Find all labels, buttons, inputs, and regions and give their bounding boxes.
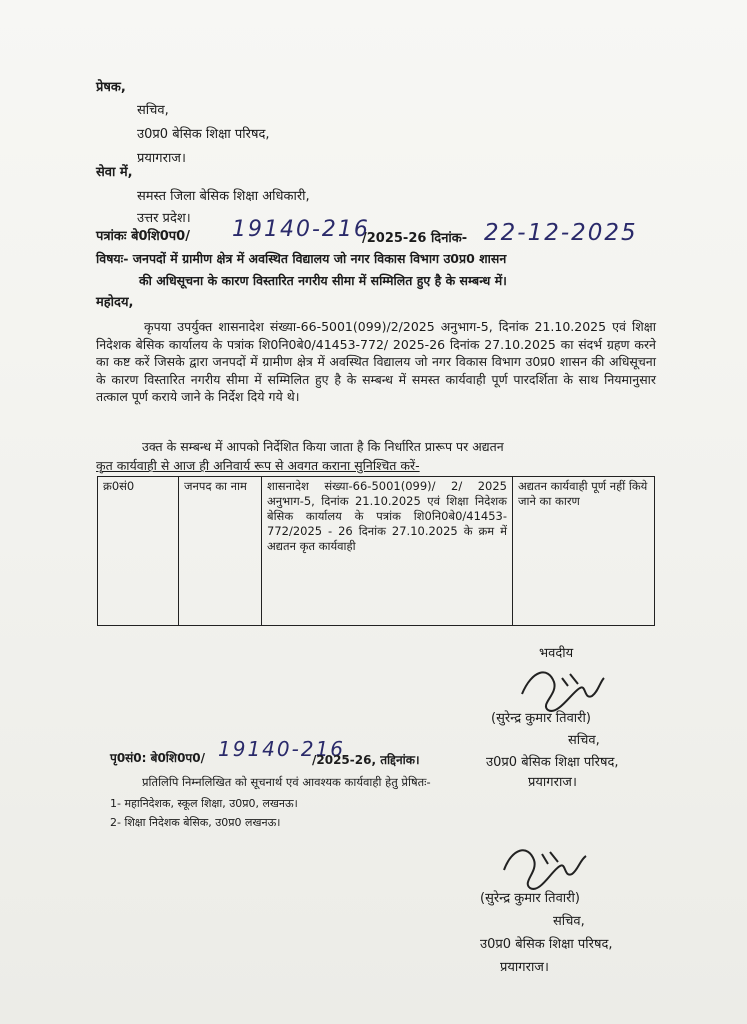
salutation: महोदय,: [96, 295, 134, 310]
subject-line1: विषयः- जनपदों में ग्रामीण क्षेत्र में अवस्थित विद्यालय जो नगर विकास विभाग उ0प्र0 शासन: [96, 251, 507, 266]
subject-line2: की अधिसूचना के कारण विस्तारित नगरीय सीमा में सम्मिलित हुए है के सम्बन्ध में।: [139, 273, 507, 288]
body-paragraph-2-line2: कृत कार्यवाही से आज ही अनिवार्य रूप से अवगत कराना सुनिश्चित करें-: [96, 458, 420, 473]
ref-date-handwritten: 22-12-2025: [484, 220, 638, 246]
table-header-serial: क्र0सं0: [98, 477, 179, 626]
format-table: [97, 476, 655, 626]
ref-number-handwritten: 19140-216: [232, 217, 370, 242]
signature-2: [500, 840, 590, 898]
body-paragraph-1: कृपया उपर्युक्त शासनादेश संख्या-66-5001(099)/2/2025 अनुभाग-5, दिनांक 21.10.2025 एवं शिक्षा निदेशक बेसिक कार्यालय के पत्रांक शि0नि0बे0/41453-772/ 2025-26 दिनांक 27.10.2025 का संदर्भ ग्रहण करने का कष्ट करें जिसके द्वारा जनपदों में ग्रामीण क्षेत्र में अवस्थित विद्यालय जो नगर विकास विभाग उ0प्र0 शासन की अधिसूचना के कारण विस्तारित नगरीय सीमा में सम्मिलित हुए है के सम्बन्ध में समस्त कार्यवाही पूर्ण पारदर्शिता के साथ नियमानुसार तत्काल पूर्ण कराये जाने के निर्देश दिये गये थे।: [96, 319, 656, 404]
body-paragraph-2-line1: उक्त के सम्बन्ध में आपको निर्देशित किया जाता है कि निर्धारित प्रारूप पर अद्यतन: [142, 439, 504, 454]
table-header-action: शासनादेश संख्या-66-5001(099)/ 2/ 2025 अनुभाग-5, दिनांक 21.10.2025 एवं शिक्षा निदेशक बेसिक कार्यालय के पत्रांक शि0नि0बे0/41453- 772/2025 - 26 दिनांक 27.10.2025 के क्रम में अद्यतन कृत कार्यवाही: [262, 477, 513, 626]
signature1-city: प्रयागराज।: [528, 775, 577, 790]
endorsement-item-2: 2- शिक्षा निदेशक बेसिक, उ0प्र0 लखनऊ।: [110, 816, 281, 829]
sender-label: प्रेषक,: [96, 80, 126, 95]
sender-designation: सचिव,: [137, 103, 169, 118]
signature-1: [518, 660, 608, 718]
signature1-office: उ0प्र0 बेसिक शिक्षा परिषद,: [486, 755, 619, 770]
endorsement-year-label: /2025-26, तद्दिनांक।: [312, 753, 420, 767]
endorsement-item-1: 1- महानिदेशक, स्कूल शिक्षा, उ0प्र0, लखनऊ।: [110, 797, 298, 810]
ref-year-label: /2025-26 दिनांक-: [362, 231, 468, 246]
table-header-reason: अद्यतन कार्यवाही पूर्ण नहीं किये जाने का कारण: [513, 477, 655, 626]
table-header-district: जनपद का नाम: [179, 477, 262, 626]
signature1-designation: सचिव,: [568, 733, 600, 748]
endorsement-number-handwritten: 19140-216: [218, 737, 346, 761]
to-designation: समस्त जिला बेसिक शिक्षा अधिकारी,: [137, 189, 310, 204]
ref-label: पत्रांकः बे0शि0प0/: [96, 229, 190, 244]
to-state: उत्तर प्रदेश।: [137, 211, 191, 226]
endorsement-label: पृ0सं0: बे0शि0प0/: [110, 751, 205, 765]
sender-office: उ0प्र0 बेसिक शिक्षा परिषद,: [137, 127, 270, 142]
table-row: [98, 477, 655, 626]
endorsement-copy-line: प्रतिलिपि निम्नलिखित को सूचनार्थ एवं आवश्यक कार्यवाही हेतु प्रेषितः-: [142, 775, 431, 789]
closing: भवदीय: [539, 646, 574, 661]
sender-city: प्रयागराज।: [137, 151, 186, 166]
signature2-city: प्रयागराज।: [500, 960, 549, 975]
signature2-name: (सुरेन्द्र कुमार तिवारी): [480, 891, 580, 906]
to-label: सेवा में,: [96, 165, 133, 180]
signature1-name: (सुरेन्द्र कुमार तिवारी): [491, 711, 591, 726]
signature2-office: उ0प्र0 बेसिक शिक्षा परिषद,: [480, 937, 613, 952]
signature2-designation: सचिव,: [553, 914, 585, 929]
